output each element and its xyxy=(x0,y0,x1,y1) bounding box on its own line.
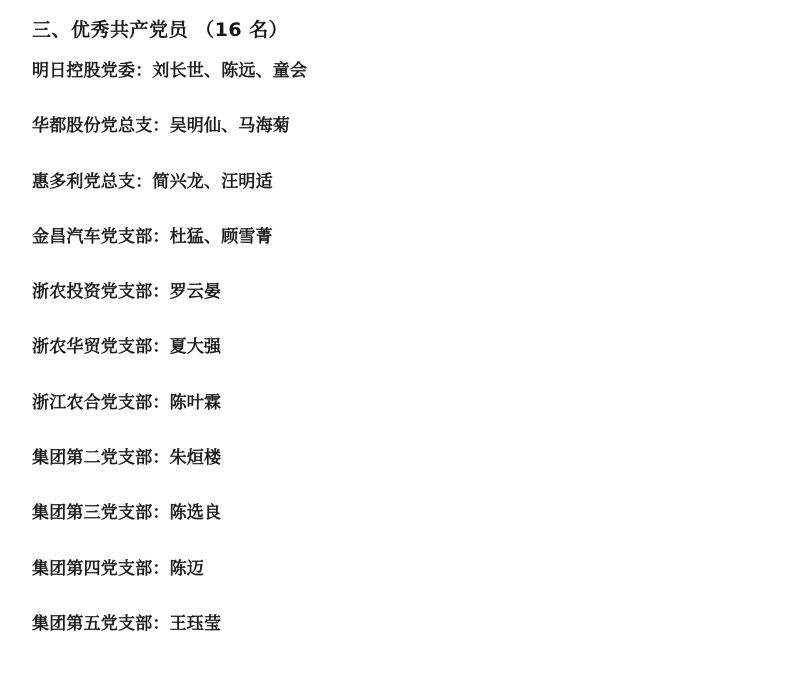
list-item: 集团第五党支部：王珏莹 xyxy=(32,613,222,634)
list-item: 浙江农合党支部：陈叶霖 xyxy=(32,392,222,413)
list-item: 集团第二党支部：朱烜楼 xyxy=(32,448,222,469)
list-item: 金昌汽车党支部：杜猛、顾雪菁 xyxy=(32,226,273,247)
list-item: 华都股份党总支：吴明仙、马海菊 xyxy=(32,116,290,137)
list-item: 惠多利党总支：简兴龙、汪明适 xyxy=(32,171,273,192)
page-title: 三、优秀共产党员 （16 名） xyxy=(32,19,289,41)
award-entry-list xyxy=(0,44,800,652)
list-item: 集团第三党支部：陈选良 xyxy=(32,503,222,524)
list-item: 明日控股党委：刘长世、陈远、童会 xyxy=(32,61,308,81)
list-item: 浙农华贸党支部：夏大强 xyxy=(32,337,222,358)
list-item: 集团第四党支部：陈迈 xyxy=(32,558,204,579)
list-item: 浙农投资党支部：罗云晏 xyxy=(32,282,222,303)
